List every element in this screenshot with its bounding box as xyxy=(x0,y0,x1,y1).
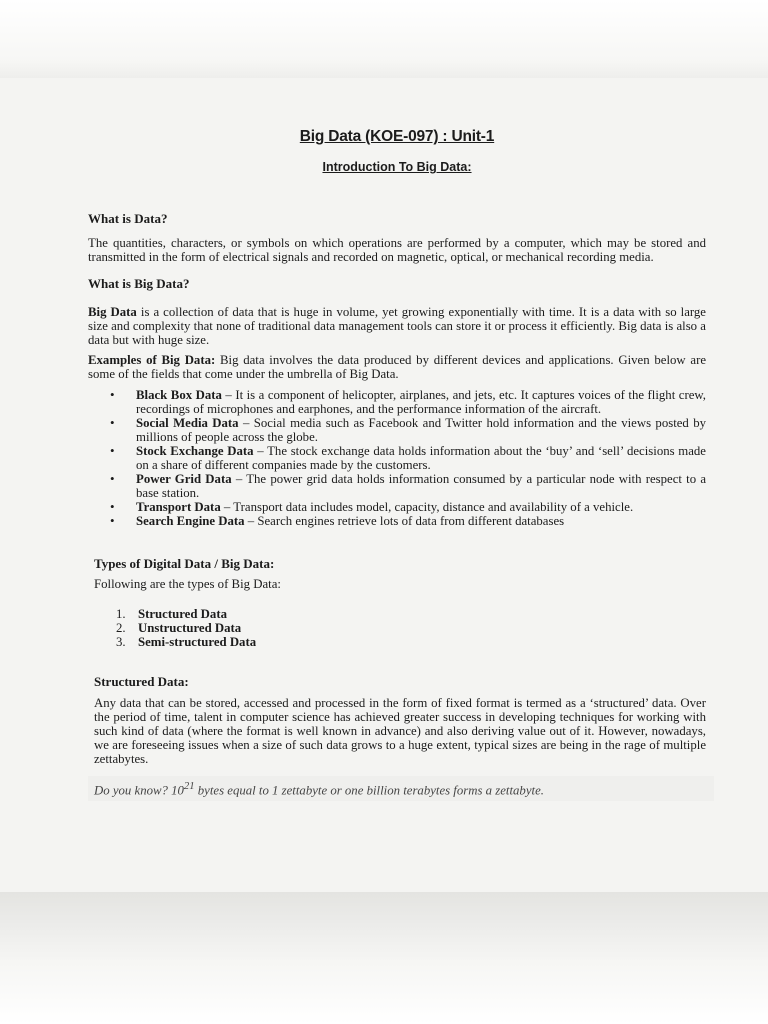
list-item xyxy=(116,621,706,635)
list-item xyxy=(136,388,706,416)
list-item xyxy=(136,444,706,472)
list-item-label: Unstructured Data xyxy=(138,621,242,635)
heading-structured-data: Structured Data: xyxy=(94,674,189,689)
list-item-term: Stock Exchange Data xyxy=(136,444,254,458)
document-subtitle: Introduction To Big Data: xyxy=(322,160,472,174)
scan-top-edge xyxy=(0,0,768,78)
document-page xyxy=(88,118,706,801)
list-item-term: Black Box Data xyxy=(136,388,222,402)
list-item xyxy=(136,416,706,444)
list-item-term: Search Engine Data xyxy=(136,514,245,528)
list-item-number: 2. xyxy=(116,621,126,635)
paragraph-structured-data: Any data that can be stored, accessed and processed in the form of fixed format is termed as a ‘structured’ data. Over the period of time, talent in computer science has achieved greater success in developing techniques for working with such kind of data (where the format is well known in advance) and also deriving value out of it. However, nowadays, we are foreseeing issues when a size of such data grows to a huge extent, typical sizes are being in the rage of multiple zettabytes. xyxy=(94,696,706,766)
note-suffix: bytes equal to 1 zettabyte or one billion terabytes forms a zettabyte. xyxy=(194,783,544,798)
types-list xyxy=(88,607,706,649)
list-item-term: Transport Data xyxy=(136,500,221,514)
list-item-desc: – The stock exchange data holds information about the ‘buy’ and ‘sell’ decisions made on a share of different companies made by the customers. xyxy=(136,444,706,472)
term-big-data: Big Data xyxy=(88,305,137,319)
paragraph-what-is-big-data-text: is a collection of data that is huge in volume, yet growing exponentially with time. It is a data with so large size and complexity that none of traditional data management tools can store it or process it efficiently. Big data is also a data but with huge size. xyxy=(88,305,706,347)
document-title: Big Data (KOE-097) : Unit-1 xyxy=(299,128,495,145)
note-prefix: Do you know? 10 xyxy=(94,783,184,798)
note-exponent: 21 xyxy=(183,781,195,792)
list-item-desc: – Search engines retrieve lots of data from different databases xyxy=(244,514,565,528)
list-item-desc: – Transport data includes model, capacity, distance and availability of a vehicle. xyxy=(220,500,634,514)
did-you-know-note xyxy=(88,776,714,801)
list-item xyxy=(136,472,706,500)
heading-what-is-data: What is Data? xyxy=(88,211,168,226)
list-item-number: 3. xyxy=(116,635,126,649)
paragraph-what-is-data: The quantities, characters, or symbols on which operations are performed by a computer, which may be stored and transmitted in the form of electrical signals and recorded on magnetic, optical, or mechanical recording media. xyxy=(88,236,706,264)
paragraph-what-is-big-data xyxy=(88,305,706,347)
list-item-label: Structured Data xyxy=(138,607,227,621)
list-item-term: Power Grid Data xyxy=(136,472,232,486)
heading-what-is-big-data: What is Big Data? xyxy=(88,276,190,291)
list-item xyxy=(136,514,706,528)
list-item xyxy=(136,500,706,514)
paragraph-examples xyxy=(88,353,706,381)
term-examples: Examples of Big Data: xyxy=(88,353,216,367)
examples-list xyxy=(88,388,706,528)
list-item-term: Social Media Data xyxy=(136,416,239,430)
list-item-number: 1. xyxy=(116,607,126,621)
heading-types-of-data: Types of Digital Data / Big Data: xyxy=(94,556,275,571)
list-item-desc: – The power grid data holds information consumed by a particular node with respect to a base station. xyxy=(136,472,706,500)
paragraph-types-intro: Following are the types of Big Data: xyxy=(94,577,281,591)
paragraph-examples-text: Big data involves the data produced by different devices and applications. Given below are some of the fields that come under the umbrella of Big Data. xyxy=(88,353,707,381)
list-item-desc: – Social media such as Facebook and Twitter hold information and the views posted by millions of people across the globe. xyxy=(136,416,706,444)
scan-bottom-edge xyxy=(0,892,768,1024)
list-item-desc: – It is a component of helicopter, airplanes, and jets, etc. It captures voices of the flight crew, recordings of microphones and earphones, and the performance information of the aircraft. xyxy=(136,388,706,416)
list-item xyxy=(116,635,706,649)
list-item-label: Semi-structured Data xyxy=(138,635,257,649)
list-item xyxy=(116,607,706,621)
